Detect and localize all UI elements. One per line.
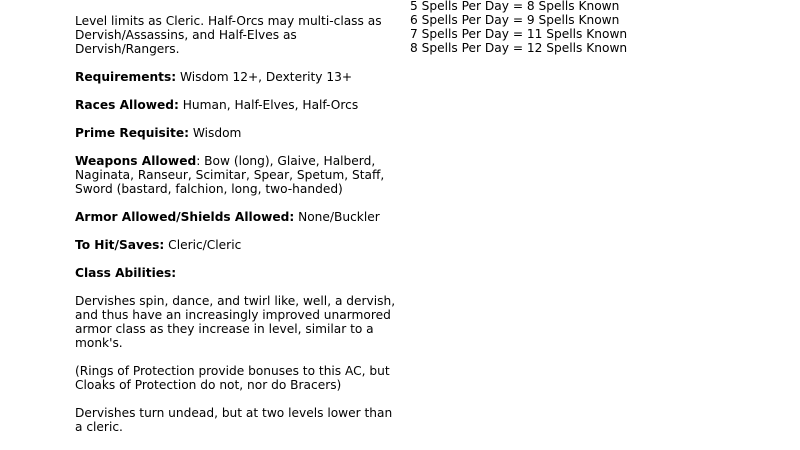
intro-line: Dervish/Rangers.: [75, 42, 180, 56]
abilities-line: a cleric.: [75, 420, 123, 434]
requirements-label: Requirements:: [75, 70, 177, 84]
left-column: [75, 14, 405, 448]
weapons-value: : Bow (long), Glaive, Halberd,: [196, 154, 376, 168]
weapons-line: Sword (bastard, falchion, long, two-handed): [75, 182, 343, 196]
spells-per-day-line: 6 Spells Per Day = 9 Spells Known: [410, 13, 620, 27]
abilities-line: and thus have an increasingly improved unarmored: [75, 308, 391, 322]
intro-line: Level limits as Cleric. Half-Orcs may multi-class as: [75, 14, 382, 28]
to-hit-row: [75, 238, 405, 252]
intro-line: Dervish/Assassins, and Half-Elves as: [75, 28, 297, 42]
to-hit-value: Cleric/Cleric: [164, 238, 242, 252]
right-column: [410, 0, 710, 55]
abilities-line: monk's.: [75, 336, 123, 350]
armor-value: None/Buckler: [294, 210, 380, 224]
prime-requisite-row: [75, 126, 405, 140]
abilities-paragraph-3: [75, 406, 405, 434]
abilities-line: Dervishes turn undead, but at two levels lower than: [75, 406, 393, 420]
races-value: Human, Half-Elves, Half-Orcs: [178, 98, 359, 112]
weapons-row: [75, 154, 405, 196]
class-abilities-heading: Class Abilities:: [75, 266, 177, 280]
requirements-value: Wisdom 12+, Dexterity 13+: [176, 70, 353, 84]
abilities-line: armor class as they increase in level, similar to a: [75, 322, 374, 336]
armor-label: Armor Allowed/Shields Allowed:: [75, 210, 295, 224]
spells-per-day-line: 7 Spells Per Day = 11 Spells Known: [410, 27, 628, 41]
spells-per-day-line: 5 Spells Per Day = 8 Spells Known: [410, 0, 620, 13]
abilities-line: Cloaks of Protection do not, nor do Bracers): [75, 378, 342, 392]
abilities-line: (Rings of Protection provide bonuses to this AC, but: [75, 364, 390, 378]
abilities-paragraph-1: [75, 294, 405, 350]
races-label: Races Allowed:: [75, 98, 179, 112]
class-abilities-heading-row: [75, 266, 405, 280]
abilities-line: Dervishes spin, dance, and twirl like, well, a dervish,: [75, 294, 396, 308]
requirements-row: [75, 70, 405, 84]
abilities-paragraph-2: [75, 364, 405, 392]
armor-row: [75, 210, 405, 224]
to-hit-label: To Hit/Saves:: [75, 238, 165, 252]
intro-paragraph: [75, 14, 405, 56]
prime-requisite-value: Wisdom: [188, 126, 242, 140]
races-row: [75, 98, 405, 112]
weapons-label: Weapons Allowed: [75, 154, 197, 168]
spells-per-day-line: 8 Spells Per Day = 12 Spells Known: [410, 41, 628, 55]
weapons-line: Naginata, Ranseur, Scimitar, Spear, Spetum, Staff,: [75, 168, 385, 182]
prime-requisite-label: Prime Requisite:: [75, 126, 189, 140]
weapons-first-line: [75, 154, 405, 168]
